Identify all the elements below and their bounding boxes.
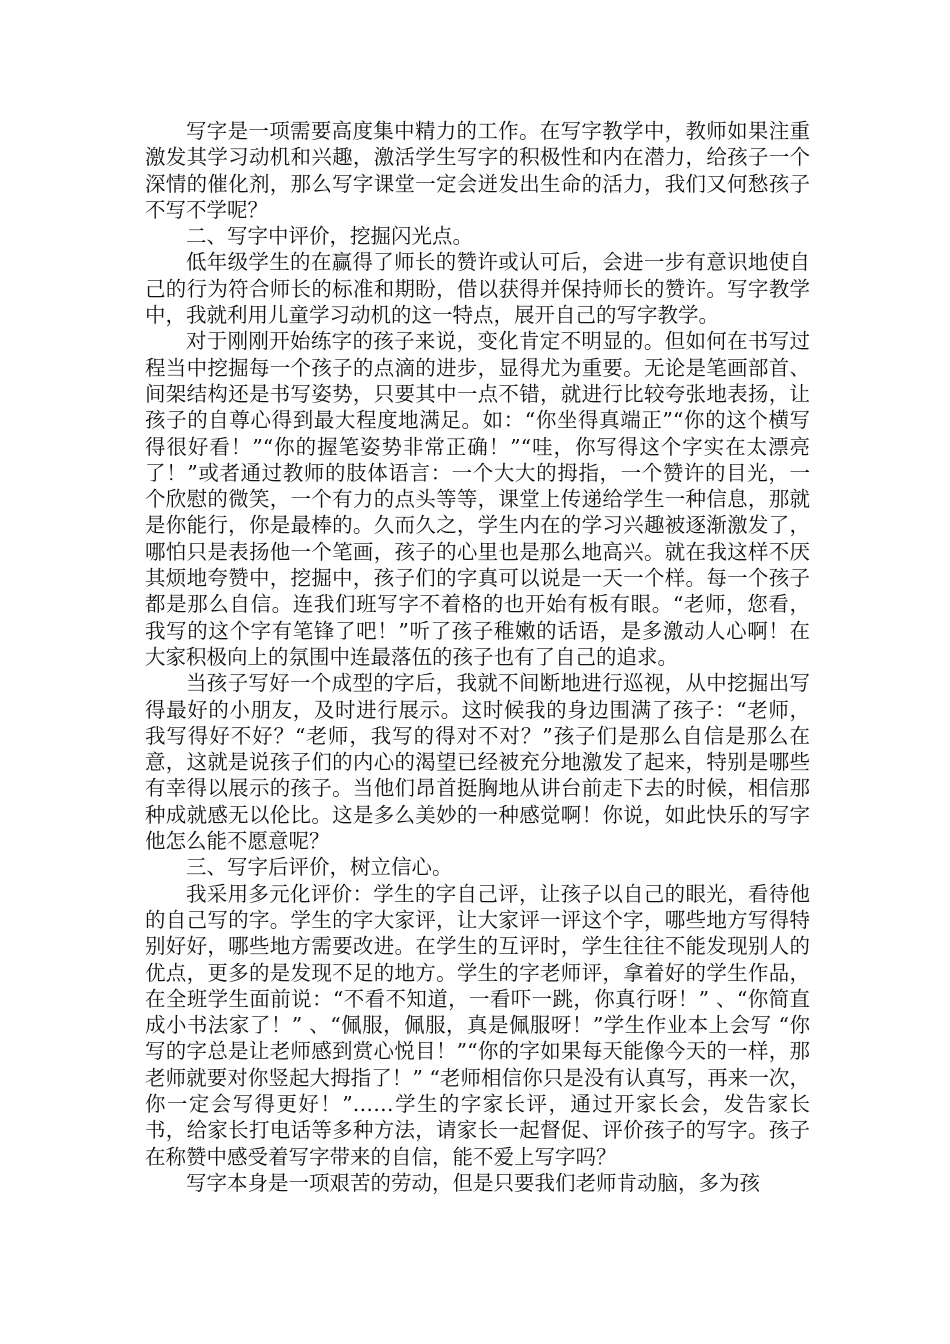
- paragraph-approval: 低年级学生的在赢得了师长的赞许或认可后，会进一步有意识地使自己的行为符合师长的标准和期盼，借以获得并保持师长的赞许。写字教学中，我就利用儿童学习动机的这一特点，展开自己的写字教学。: [145, 250, 810, 328]
- section-heading-3: 三、写字后评价，树立信心。: [186, 855, 453, 880]
- paragraph-intro: 写字是一项需要高度集中精力的工作。在写字教学中，教师如果注重激发其学习动机和兴趣，激活学生写字的积极性和内在潜力，给孩子一个深情的催化剂，那么写字课堂一定会迸发出生命的活力，我们又何愁孩子不写不学呢？: [145, 119, 810, 222]
- paragraph-praise: 对于刚刚开始练字的孩子来说，变化肯定不明显的。但如何在书写过程当中挖掘每一个孩子的点滴的进步，显得尤为重要。无论是笔画部首、间架结构还是书写姿势，只要其中一点不错，就进行比较夸张地表扬，让孩子的自尊心得到最大程度地满足。如：“你坐得真端正”“你的这个横写得很好看！”“你的握笔姿势非常正确！”“哇，你写得这个字实在太漂亮了！”或者通过教师的肢体语言：一个大大的拇指，一个赞许的目光，一个欣慰的微笑，一个有力的点头等等，课堂上传递给学生一种信息，那就是你能行，你是最棒的。久而久之，学生内在的学习兴趣被逐渐激发了，哪怕只是表扬他一个笔画，孩子的心里也是那么地高兴。就在我这样不厌其烦地夸赞中，挖掘中，孩子们的字真可以说是一天一个样。每一个孩子都是那么自信。连我们班写字不着格的也开始有板有眼。“老师，您看，我写的这个字有笔锋了吧！”听了孩子稚嫩的话语，是多激动人心啊！在大家积极向上的氛围中连最落伍的孩子也有了自己的追求。: [145, 329, 810, 669]
- paragraph-closing: 写字本身是一项艰苦的劳动，但是只要我们老师肯动脑，多为孩: [186, 1170, 760, 1195]
- paragraph-evaluation: 我采用多元化评价：学生的字自己评，让孩子以自己的眼光，看待他的自己写的字。学生的字大家评，让大家评一评这个字，哪些地方写得特别好好，哪些地方需要改进。在学生的互评时，学生往往不能发现别人的优点，更多的是发现不足的地方。学生的字老师评，拿着好的学生作品，在全班学生面前说：“不看不知道，一看吓一跳，你真行呀！” 、“你简直成小书法家了！” 、“佩服，佩服，真是佩服呀！”学生作业本上会写 “你写的字总是让老师感到赏心悦目！”“你的字如果每天能像今天的一样，那老师就要对你竖起大拇指了！” “老师相信你只是没有认真写，再来一次，你一定会写得更好！”……学生的字家长评，通过开家长会，发告家长书，给家长打电话等多种方法，请家长一起督促、评价孩子的写字。孩子在称赞中感受着写字带来的自信，能不爱上写字吗？: [145, 881, 810, 1169]
- paragraph-showcase: 当孩子写好一个成型的字后，我就不间断地进行巡视，从中挖掘出写得最好的小朋友，及时进行展示。这时候我的身边围满了孩子：“老师，我写得好不好？“老师，我写的得对不对？”孩子们是那么自信是那么在意，这就是说孩子们的内心的渴望已经被充分地激发了起来，特别是哪些有幸得以展示的孩子。当他们昂首挺胸地从讲台前走下去的时候，相信那种成就感无以伦比。这是多么美妙的一种感觉啊！你说，如此快乐的写字他怎么能不愿意呢？: [145, 671, 810, 854]
- section-heading-2: 二、写字中评价，挖掘闪光点。: [186, 224, 473, 249]
- document-body: [145, 118, 810, 1196]
